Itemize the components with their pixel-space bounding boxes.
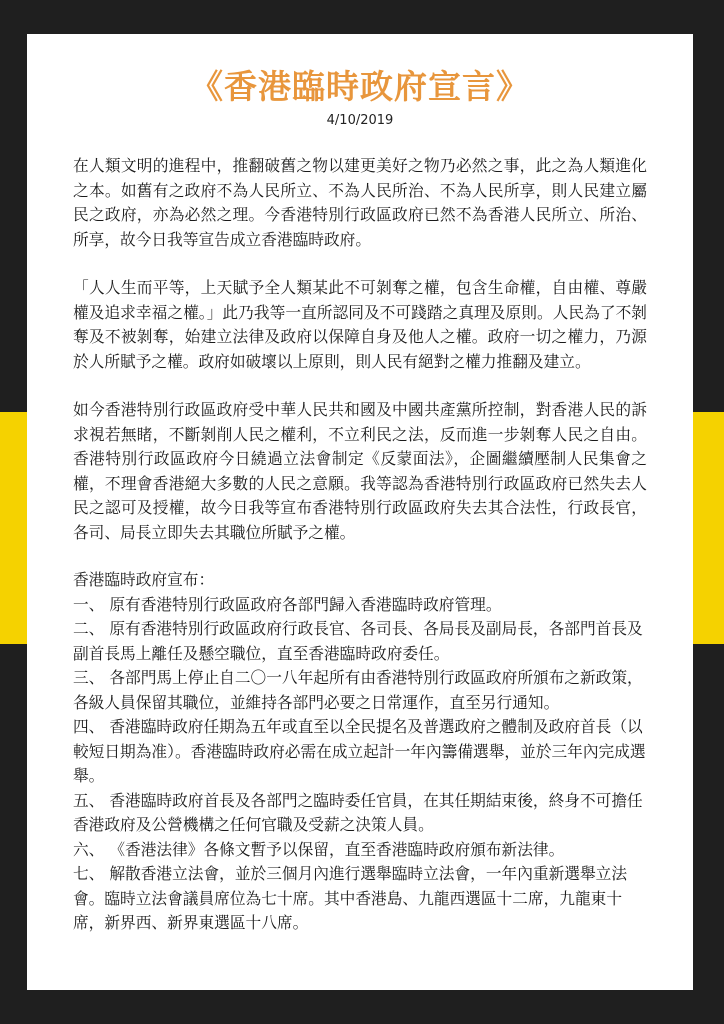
declaration-list: [73, 593, 647, 936]
paragraph-preamble: 在人類文明的進程中，推翻破舊之物以建更美好之物乃必然之事，此之為人類進化之本。如舊有之政府不為人民所立、不為人民所治、不為人民所享，則人民建立屬民之政府，亦為必然之理。今香港特別行政區政府已然不為香港人民所立、所治、所享，故今日我等宣告成立香港臨時政府。: [73, 156, 647, 249]
document-title: 《香港臨時政府宣言》: [190, 67, 530, 106]
paragraph-principles: 「人人生而平等，上天賦予全人類某此不可剝奪之權，包含生命權，自由權、尊嚴權及追求幸福之權。」此乃我等一直所認同及不可踐踏之真理及原則。人民為了不剝奪及不被剝奪，始建立法律及政府以保障自身及他人之權。政府一切之權力，乃源於人所賦予之權。政府如破壞以上原則，則人民有絕對之權力推翻及建立。: [73, 278, 647, 371]
declaration-item: 三、 各部門馬上停止自二〇一八年起所有由香港特別行政區政府所頒布之新政策，各級人員保留其職位，並維持各部門必要之日常運作，直至另行通知。: [73, 668, 643, 712]
declaration-item: 一、 原有香港特別行政區政府各部門歸入香港臨時政府管理。: [73, 594, 502, 614]
declaration-document: [27, 34, 693, 990]
paragraph-grievances: 如今香港特別行政區政府受中華人民共和國及中國共產黨所控制，對香港人民的訴求視若無睹，不斷剝削人民之權利，不立利民之法，反而進一步剝奪人民之自由。香港特別行政區政府今日繞過立法會制定《反蒙面法》，企圖繼續壓制人民集會之權，不理會香港絕大多數的人民之意願。我等認為香港特別行政區政府已然失去人民之認可及授權，故今日我等宣布香港特別行政區政府失去其合法性，行政長官，各司、局長立即失去其職位所賦予之權。: [73, 400, 647, 542]
declaration-item: 六、 《香港法律》各條文暫予以保留，直至香港臨時政府頒布新法律。: [73, 839, 565, 859]
declaration-item: 五、 香港臨時政府首長及各部門之臨時委任官員，在其任期結束後，終身不可擔任香港政府及公營機構之任何官職及受薪之決策人員。: [73, 790, 643, 834]
declaration-item: 七、 解散香港立法會，並於三個月內進行選舉臨時立法會，一年內重新選舉立法會。臨時立法會議員席位為七十席。其中香港島、九龍西選區十二席，九龍東十席，新界西、新界東選區十八席。: [73, 864, 628, 932]
document-date: 4/10/2019: [326, 113, 394, 128]
declaration-heading: 香港臨時政府宣布：: [73, 570, 215, 589]
declaration-item: 四、 香港臨時政府任期為五年或直至以全民提名及普選政府之體制及政府首長（以較短日期為准）。香港臨時政府必需在成立起計一年內籌備選舉，並於三年內完成選舉。: [73, 717, 646, 785]
declaration-item: 二、 原有香港特別行政區政府行政長官、各司長、各局長及副局長，各部門首長及副首長馬上離任及懸空職位，直至香港臨時政府委任。: [73, 619, 643, 663]
